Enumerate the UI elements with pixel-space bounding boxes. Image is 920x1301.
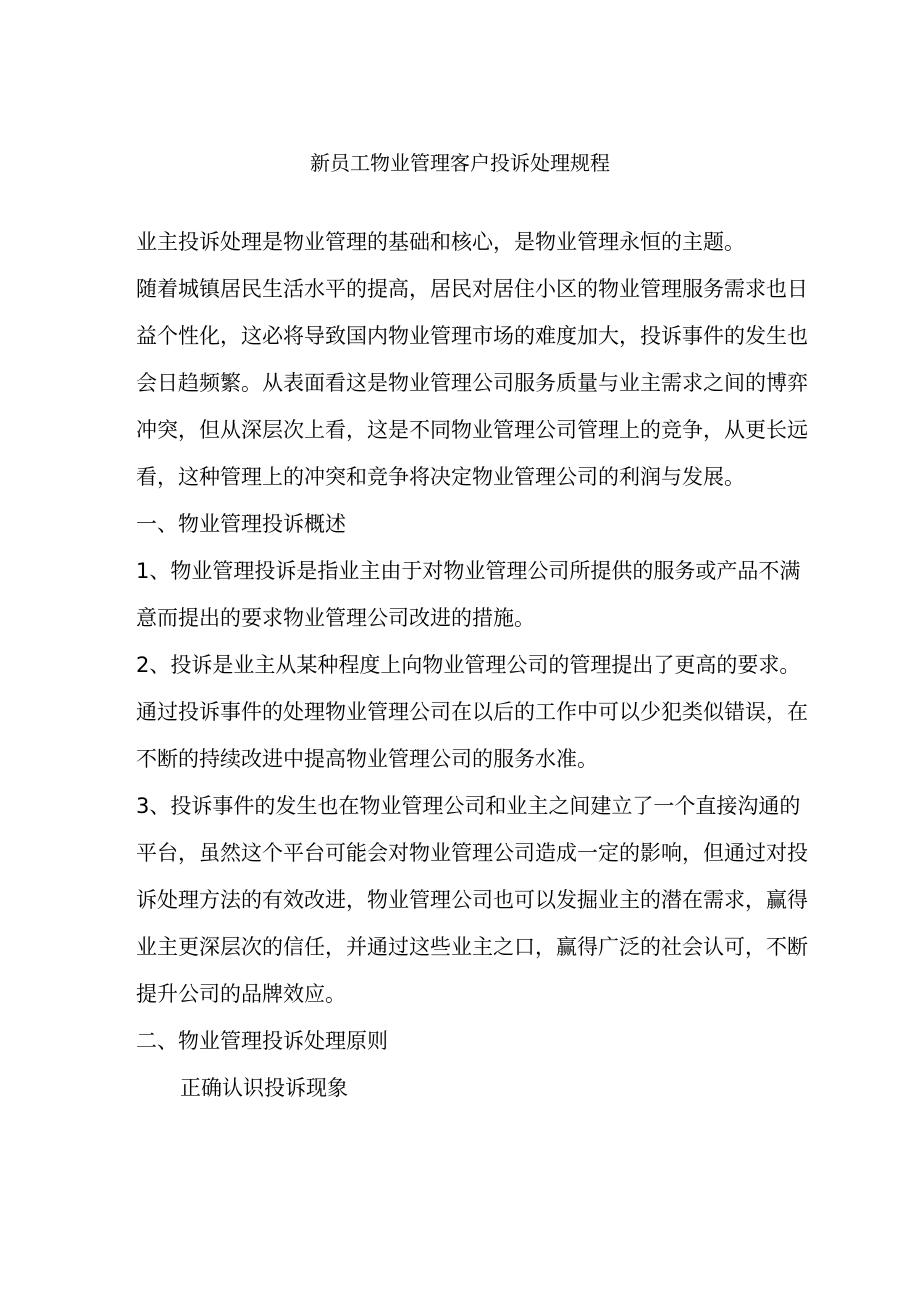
document-title: 新员工物业管理客户投诉处理规程 bbox=[310, 151, 610, 175]
list-item-line: 业主更深层次的信任，并通过这些业主之口，赢得广泛的社会认可，不断 bbox=[136, 935, 808, 959]
section-heading: 一、物业管理投诉概述 bbox=[136, 512, 346, 536]
subheading: 正确认识投诉现象 bbox=[180, 1076, 348, 1100]
list-item-line: 意而提出的要求物业管理公司改进的措施。 bbox=[136, 606, 535, 630]
document-body bbox=[136, 222, 808, 1115]
list-item-line: 诉处理方法的有效改进，物业管理公司也可以发掘业主的潜在需求，赢得 bbox=[136, 888, 808, 912]
paragraph-line: 冲突，但从深层次上看，这是不同物业管理公司管理上的竞争，从更长远 bbox=[136, 418, 808, 442]
section-heading: 二、物业管理投诉处理原则 bbox=[136, 1029, 388, 1053]
list-item-line: 平台，虽然这个平台可能会对物业管理公司造成一定的影响，但通过对投 bbox=[136, 841, 808, 865]
paragraph-line: 益个性化，这必将导致国内物业管理市场的难度加大，投诉事件的发生也 bbox=[136, 324, 808, 348]
intro-paragraph-line: 业主投诉处理是物业管理的基础和核心，是物业管理永恒的主题。 bbox=[136, 230, 745, 254]
paragraph-line: 随着城镇居民生活水平的提高，居民对居住小区的物业管理服务需求也日 bbox=[136, 277, 808, 301]
list-item-line: 不断的持续改进中提高物业管理公司的服务水准。 bbox=[136, 747, 598, 771]
list-item-line: 通过投诉事件的处理物业管理公司在以后的工作中可以少犯类似错误，在 bbox=[136, 700, 808, 724]
list-item-line: 1、物业管理投诉是指业主由于对物业管理公司所提供的服务或产品不满 bbox=[136, 559, 801, 583]
paragraph-line: 看，这种管理上的冲突和竞争将决定物业管理公司的利润与发展。 bbox=[136, 465, 745, 489]
list-item-line: 3、投诉事件的发生也在物业管理公司和业主之间建立了一个直接沟通的 bbox=[136, 794, 801, 818]
list-item-line: 2、投诉是业主从某种程度上向物业管理公司的管理提出了更高的要求。 bbox=[136, 653, 801, 677]
list-item-line: 提升公司的品牌效应。 bbox=[136, 982, 346, 1006]
paragraph-line: 会日趋频繁。从表面看这是物业管理公司服务质量与业主需求之间的博弈 bbox=[136, 371, 808, 395]
